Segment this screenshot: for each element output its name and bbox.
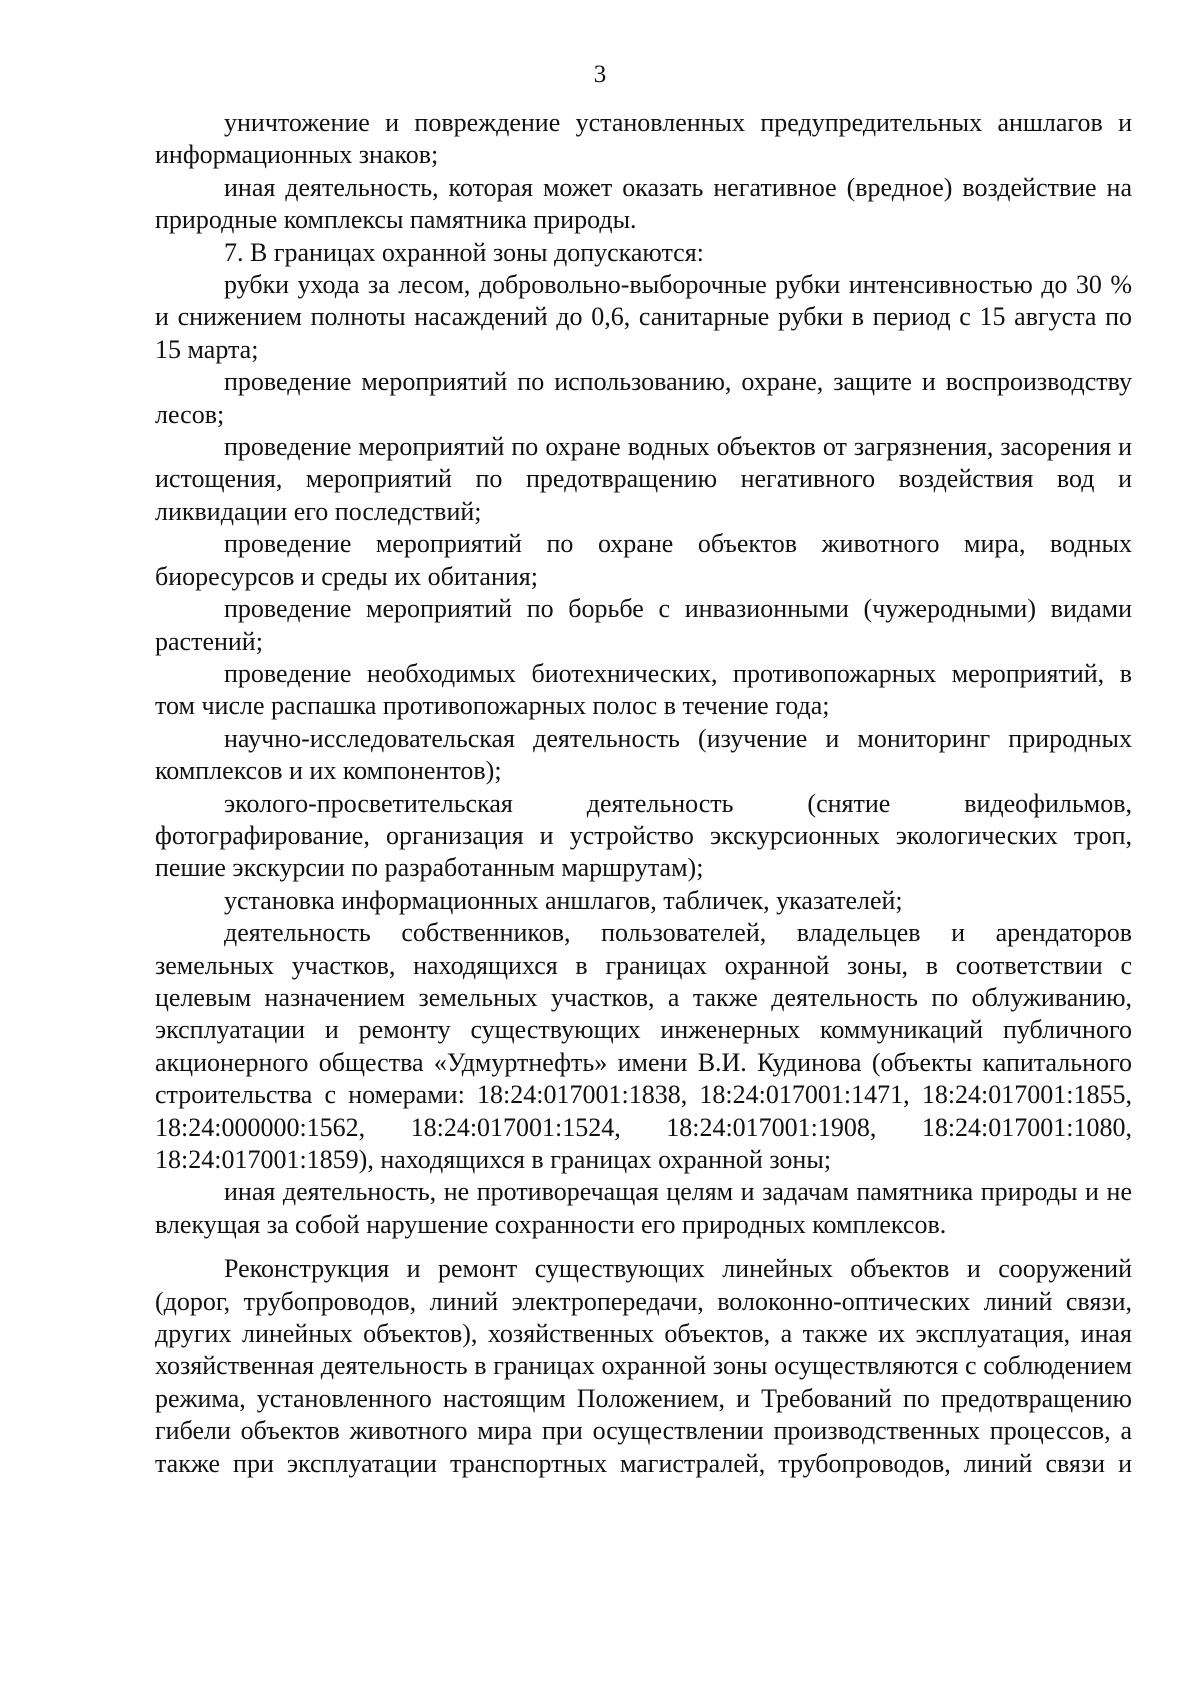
paragraph-forest-thinning: рубки ухода за лесом, добровольно-выборочные рубки интенсивностью до 30 % и снижением полноты насаждений до 0,6, санитарные рубки в период с 15 августа по 15 марта; bbox=[155, 270, 1132, 364]
paragraph-item-7-heading: 7. В границах охранной зоны допускаются: bbox=[224, 237, 704, 267]
page-number: 3 bbox=[593, 61, 607, 88]
paragraph-reconstruction: Реконструкция и ремонт существующих линейных объектов и сооружений (дорог, трубопроводов, линий электропередачи, волоконно-оптических линий связи, других линейных объектов), хозяйственных объектов, а также их эксплуатация, иная хозяйственная деятельность в границах охранной зоны осуществляются с соблюдением режима, установленного настоящим Положением, и Требований по предотвращению гибели объектов животного мира при осуществлении производственных процессов, а также при эксплуатации транспортных магистралей, трубопроводов, линий связи и bbox=[155, 1254, 1132, 1478]
paragraph-fire-prevention: проведение необходимых биотехнических, противопожарных мероприятий, в том числе распашка противопожарных полос в течение года; bbox=[155, 658, 1132, 721]
paragraph-signage: установка информационных аншлагов, табличек, указателей; bbox=[224, 885, 903, 915]
paragraph-other-harmful-activity: иная деятельность, которая может оказать негативное (вредное) воздействие на природные комплексы памятника природы. bbox=[155, 172, 1132, 235]
paragraph-research: научно-исследовательская деятельность (изучение и мониторинг природных комплексов и их компонентов); bbox=[155, 723, 1132, 786]
paragraph-wildlife-protection: проведение мероприятий по охране объектов животного мира, водных биоресурсов и среды их обитания; bbox=[155, 529, 1132, 591]
paragraph-forest-measures: проведение мероприятий по использованию, охране, защите и воспроизводству лесов; bbox=[155, 367, 1132, 429]
paragraph-destruction-of-signs: уничтожение и повреждение установленных предупредительных аншлагов и информационных знаков; bbox=[155, 108, 1132, 170]
paragraph-water-protection: проведение мероприятий по охране водных объектов от загрязнения, засорения и истощения, мероприятий по предотвращению негативного воздействия вод и ликвидации его последствий; bbox=[155, 432, 1132, 526]
paragraph-landowners-activity: деятельность собственников, пользователей, владельцев и арендаторов земельных участков, находящихся в границах охранной зоны, в соответствии с целевым назначением земельных участков, а также деятельность по облуживанию, эксплуатации и ремонту существующих инженерных коммуникаций публичного акционерного общества «Удмуртнефть» имени В.И. Кудинова (объекты капитального строительства с номерами: 18:24:017001:1838, 18:24:017001:1471, 18:24:017001:1855, 18:24:000000:1562, 18:24:017001:1524, 18:24:017001:1908, 18:24:017001:1080, 18:24:017001:1859), находящихся в границах охранной зоны; bbox=[155, 918, 1132, 1174]
paragraph-invasive-species: проведение мероприятий по борьбе с инвазионными (чужеродными) видами растений; bbox=[155, 594, 1132, 656]
document-body bbox=[155, 107, 1132, 1480]
paragraph-education: эколого-просветительская деятельность (снятие видеофильмов, фотографирование, организация и устройство экскурсионных экологических троп, пешие экскурсии по разработанным маршрутам); bbox=[155, 788, 1132, 883]
paragraph-other-permitted-activity: иная деятельность, не противоречащая целям и задачам памятника природы и не влекущая за собой нарушение сохранности его природных комплексов. bbox=[155, 1177, 1132, 1239]
